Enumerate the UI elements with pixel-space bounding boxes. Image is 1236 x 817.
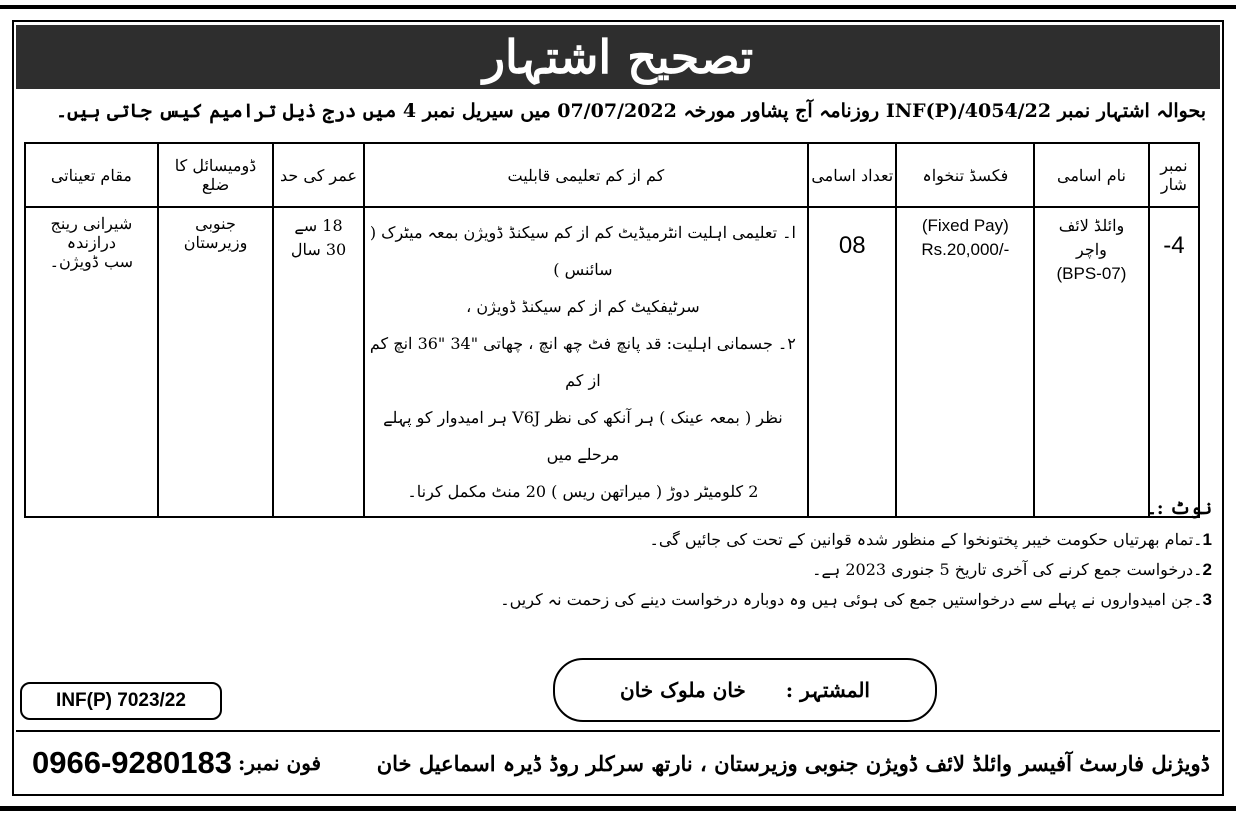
qualification-line: 2 کلومیٹر دوڑ ( میراتھن ریس ) 20 منٹ مکمل کرنا۔	[407, 482, 759, 501]
phone-number: 0966-9280183	[32, 745, 232, 780]
header-count: تعداد اسامی	[808, 143, 896, 207]
note-number: 2	[1202, 560, 1212, 579]
phone-block	[16, 745, 321, 781]
title-banner	[16, 25, 1220, 89]
domicile-value: جنوبی وزیرستان	[183, 214, 248, 252]
pay-amount: Rs.20,000/-	[921, 240, 1010, 259]
header-post: نام اسامی	[1034, 143, 1149, 207]
note-text: ۔درخواست جمع کرنے کی آخری تاریخ 5 جنوری 2023 ہے۔	[812, 560, 1203, 579]
notes-section	[32, 498, 1212, 615]
cell-pay	[896, 207, 1034, 517]
header-age: عمر کی حد	[273, 143, 363, 207]
note-item	[32, 555, 1212, 585]
age-min: 18 سے	[294, 216, 343, 235]
header-qualification: کم از کم تعلیمی قابلیت	[364, 143, 808, 207]
pay-type: (Fixed Pay)	[921, 216, 1009, 235]
footer	[16, 735, 1220, 791]
bottom-rule	[0, 806, 1236, 811]
post-scale: (BPS-07)	[1056, 264, 1127, 283]
footer-divider	[16, 730, 1220, 732]
post-name-line2: واچر	[1076, 240, 1107, 259]
cell-serial	[1149, 207, 1199, 517]
page-title: تصحیح اشتہار	[482, 30, 754, 84]
qualification-line: سرٹیفکیٹ کم از کم سیکنڈ ڈویژن ،	[466, 297, 700, 316]
qualification-line: ۲۔ جسمانی اہلیت: قد پانچ فٹ چھ انچ ، چھاتی "34 "36 انچ کم از کم	[369, 334, 796, 390]
notes-heading: نوٹ :۔	[1146, 498, 1212, 519]
place-line1: شیرانی رینج درازندہ	[50, 214, 133, 252]
phone-label: فون نمبر:	[237, 751, 322, 775]
note-item	[32, 585, 1212, 615]
advertiser-label: المشتہر :	[785, 678, 870, 702]
note-text: ۔جن امیدواروں نے پہلے سے درخواستیں جمع کی ہوئی ہیں وہ دوبارہ درخواست دینے کی زحمت نہ کریں۔	[500, 590, 1203, 609]
post-count: 08	[838, 232, 866, 259]
cell-place	[25, 207, 158, 517]
reference-number: INF(P) 7023/22	[20, 682, 222, 720]
cell-post	[1034, 207, 1149, 517]
table-row	[25, 207, 1199, 517]
place-line2: سب ڈویژن۔	[49, 252, 134, 271]
cell-count	[808, 207, 896, 517]
note-number: 1	[1202, 530, 1212, 549]
intro-text: بحوالہ اشتہار نمبر INF(P)/4054/22 روزنامہ آج پشاور مورخہ 07/07/2022 میں سیریل نمبر 4 میں درج ذیل ترامیم کیس جاتی ہیں۔	[55, 100, 1206, 122]
note-text: ۔تمام بھرتیاں حکومت خیبر پختونخوا کے منظور شدہ قوانین کے تحت کی جائیں گی۔	[649, 530, 1203, 549]
qualification-line: ا۔ تعلیمی اہلیت انٹرمیڈیٹ کم از کم سیکنڈ ڈویژن بمعہ میٹرک ( سائنس )	[369, 223, 796, 279]
cell-domicile	[158, 207, 274, 517]
note-number: 3	[1202, 590, 1212, 609]
vacancy-table	[24, 142, 1200, 518]
post-name-line1: وائلڈ لائف	[1058, 216, 1125, 235]
serial-value: -4	[1163, 232, 1185, 259]
header-domicile: ڈومیسائل کا ضلع	[158, 143, 274, 207]
qualification-line: نظر ( بمعہ عینک ) ہر آنکھ کی نظر V6J ہر امیدوار کو پہلے مرحلے میں	[383, 408, 783, 464]
cell-qualification	[364, 207, 808, 517]
table-header-row	[25, 143, 1199, 207]
header-serial: نمبر شار	[1149, 143, 1199, 207]
top-rule	[0, 5, 1236, 9]
age-max: 30 سال	[290, 240, 347, 259]
header-pay: فکسڈ تنخواہ	[896, 143, 1034, 207]
cell-age	[273, 207, 363, 517]
office-address: ڈویژنل فارسٹ آفیسر وائلڈ لائف ڈویژن جنوبی وزیرستان ، نارتھ سرکلر روڈ ڈیرہ اسماعیل خان	[376, 750, 1210, 776]
header-place: مقام تعیناتی	[25, 143, 158, 207]
advertiser-box	[553, 658, 937, 722]
advertiser-name: خان ملوک خان	[620, 678, 746, 702]
note-item	[32, 525, 1212, 555]
